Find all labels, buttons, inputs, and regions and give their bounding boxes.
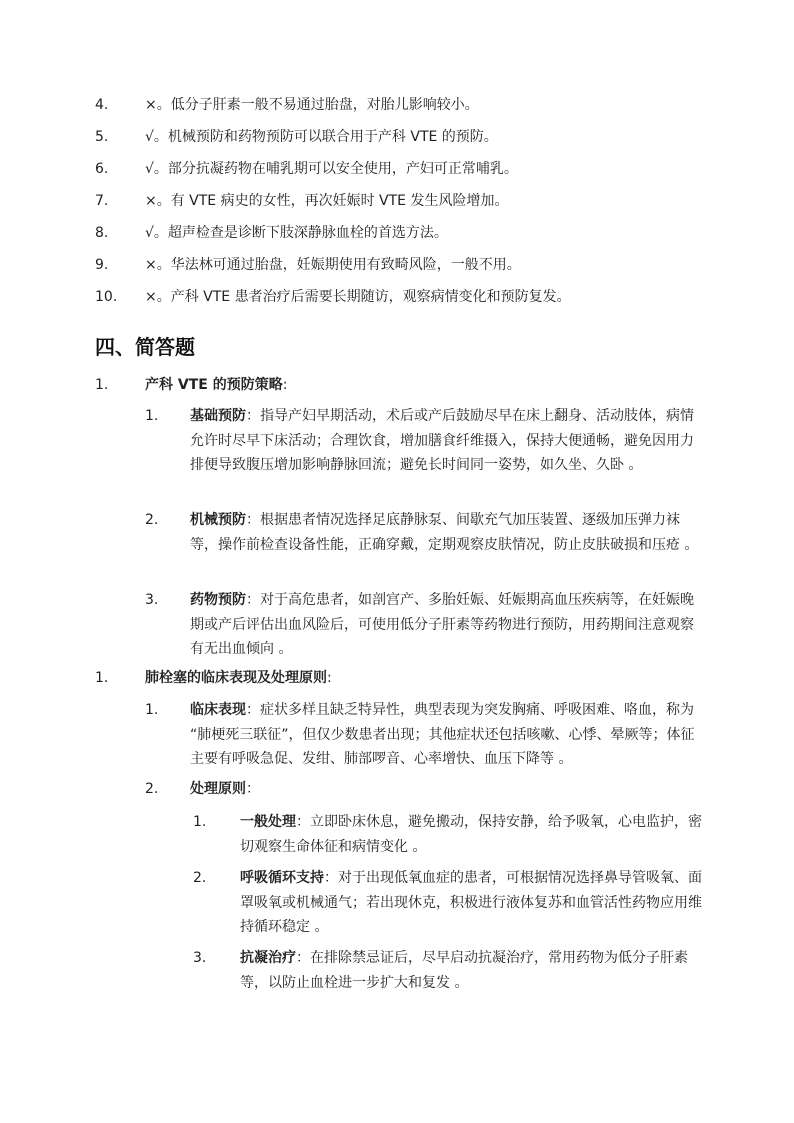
item-number: 9. <box>95 257 109 273</box>
true-false-answer-list <box>95 94 715 318</box>
item-number: 3. <box>145 592 159 608</box>
answer-body <box>240 946 705 995</box>
answer-label: 呼吸循环支持 <box>240 870 324 886</box>
answer-text: ×。低分子肝素一般不易通过胎盘，对胎儿影响较小。 <box>145 97 479 113</box>
question-heading <box>95 374 715 398</box>
list-item <box>95 254 715 286</box>
answer-text: ：指导产妇早期活动，术后或产后鼓励尽早在床上翻身、活动肢体，病情允许时尽早下床活动；合理饮食，增加膳食纤维摄入，保持大便通畅，避免因用力排便导致腹压增加影响静脉回流；避免长时间同一姿势，如久坐、久卧 。 <box>190 408 694 473</box>
answer-body <box>190 508 700 557</box>
list-item <box>95 94 715 126</box>
answer-body <box>190 698 700 772</box>
item-number: 1. <box>193 814 207 830</box>
item-number: 4. <box>95 97 109 113</box>
title-colon: : <box>327 670 332 686</box>
answer-text: ：对于出现低氧血症的患者，可根据情况选择鼻导管吸氧、面罩吸氧或机械通气；若出现休克，积极进行液体复苏和血管活性药物应用维持循环稳定 。 <box>240 870 702 935</box>
answer-label: 药物预防 <box>190 592 246 608</box>
answer-label: 抗凝治疗 <box>240 950 296 966</box>
item-number: 7. <box>95 193 109 209</box>
list-item <box>95 222 715 254</box>
answer-label: 一般处理 <box>240 814 296 830</box>
item-number: 1. <box>145 408 159 424</box>
question-title <box>145 667 332 689</box>
question-title-text: 产科 VTE 的预防策略 <box>145 377 283 393</box>
answer-label: 基础预防 <box>190 408 246 424</box>
answer-label: 机械预防 <box>190 512 246 528</box>
list-item <box>95 126 715 158</box>
answer-text: ×。华法林可通过胎盘，妊娠期使用有致畸风险，一般不用。 <box>145 257 521 273</box>
answer-text: ：对于高危患者，如剖宫产、多胎妊娠、妊娠期高血压疾病等，在妊娠晚期或产后评估出血风险后，可使用低分子肝素等药物进行预防，用药期间注意观察有无出血倾向 。 <box>190 592 694 657</box>
item-number: 2. <box>193 870 207 886</box>
answer-label: 临床表现 <box>190 702 246 718</box>
question-number: 1. <box>95 670 109 686</box>
list-item <box>95 190 715 222</box>
answer-text: ：症状多样且缺乏特异性，典型表现为突发胸痛、呼吸困难、咯血，称为 “肺梗死三联征”，但仅少数患者出现；其他症状还包括咳嗽、心悸、晕厥等；体征主要有呼吸急促、发绀、肺部啰音、心率增快、血压下降等 。 <box>190 702 695 767</box>
answer-body <box>190 404 700 478</box>
item-number: 2. <box>145 781 159 797</box>
question-heading <box>95 667 715 691</box>
answer-text: ×。有 VTE 病史的女性，再次妊娠时 VTE 发生风险增加。 <box>145 193 509 209</box>
answer-text: √。超声检查是诊断下肢深静脉血栓的首选方法。 <box>145 225 448 241</box>
answer-text: ×。产科 VTE 患者治疗后需要长期随访，观察病情变化和预防复发。 <box>145 289 571 305</box>
item-number: 1. <box>145 702 159 718</box>
item-number: 5. <box>95 129 109 145</box>
answer-text: ： <box>246 781 260 797</box>
answer-text: ：在排除禁忌证后，尽早启动抗凝治疗，常用药物为低分子肝素等，以防止血栓进一步扩大和复发 。 <box>240 950 688 991</box>
list-item <box>95 286 715 318</box>
question-title <box>145 374 287 396</box>
question-number: 1. <box>95 377 109 393</box>
answer-text: ：立即卧床休息，避免搬动，保持安静，给予吸氧，心电监护，密切观察生命体征和病情变化 。 <box>240 814 702 855</box>
answer-body <box>240 810 705 859</box>
title-colon: : <box>282 377 288 393</box>
list-item <box>95 158 715 190</box>
answer-text: √。部分抗凝药物在哺乳期可以安全使用，产妇可正常哺乳。 <box>145 161 518 177</box>
item-number: 3. <box>193 950 207 966</box>
answer-text: ：根据患者情况选择足底静脉泵、间歇充气加压装置、逐级加压弹力袜等，操作前检查设备性能，正确穿戴，定期观察皮肤情况，防止皮肤破损和压疮 。 <box>190 512 699 553</box>
item-number: 6. <box>95 161 109 177</box>
answer-body <box>190 588 700 662</box>
item-number: 2. <box>145 512 159 528</box>
answer-text: √。机械预防和药物预防可以联合用于产科 VTE 的预防。 <box>145 129 498 145</box>
item-number: 8. <box>95 225 109 241</box>
item-number: 10. <box>95 289 118 305</box>
answer-label: 处理原则 <box>190 781 246 797</box>
answer-body <box>190 777 700 802</box>
question-title-text: 肺栓塞的临床表现及处理原则 <box>145 670 327 686</box>
section-heading: 四、简答题 <box>95 335 195 359</box>
answer-body <box>240 866 705 940</box>
